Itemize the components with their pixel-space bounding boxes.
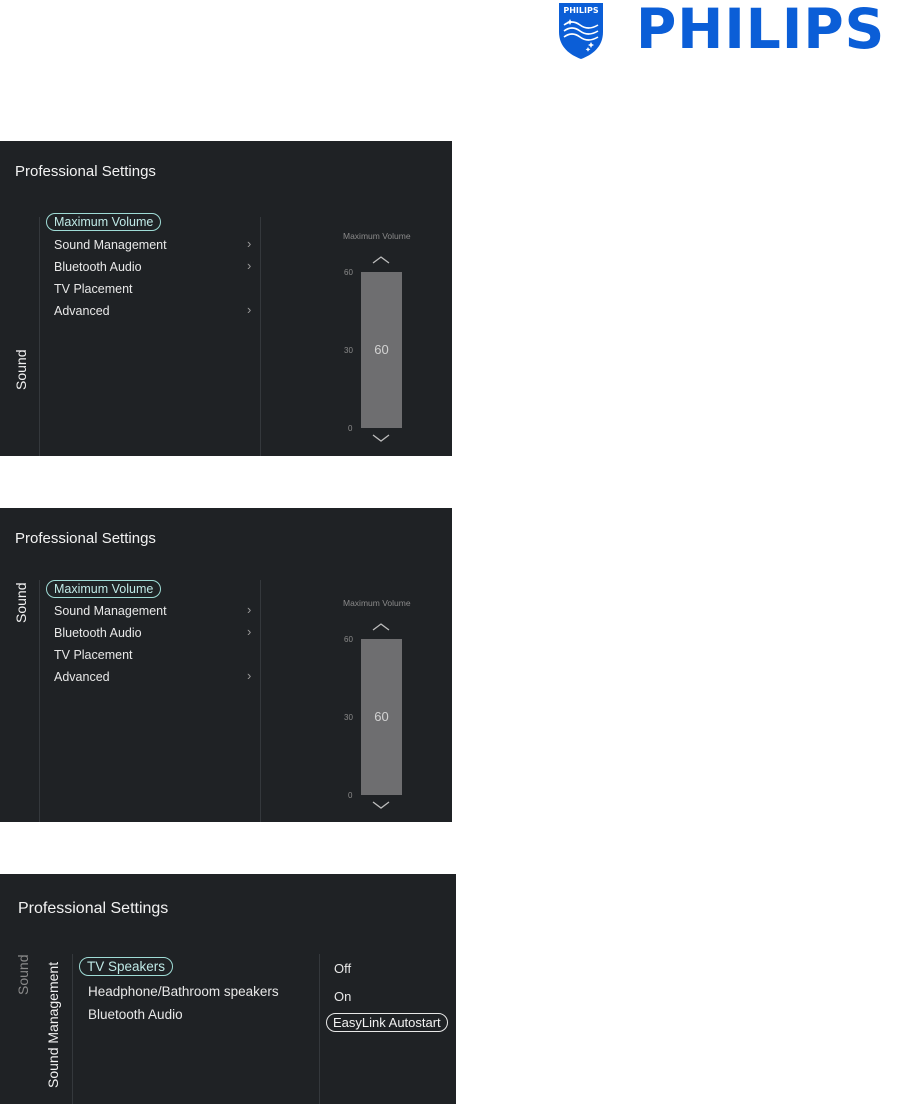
settings-screen-3 [0,874,456,1104]
volume-slider[interactable] [361,639,402,795]
option-on[interactable]: On [334,989,352,1004]
volume-slider[interactable] [361,272,402,428]
menu-item-bluetooth-audio[interactable]: Bluetooth Audio [54,626,142,640]
chevron-down-icon[interactable] [372,801,390,809]
column-divider [319,954,320,1104]
menu-item-tv-placement[interactable]: TV Placement [54,282,133,296]
menu-item-advanced[interactable]: Advanced [54,670,110,684]
chevron-right-icon: › [247,258,252,273]
chevron-right-icon: › [247,668,252,683]
tick-max: 60 [344,635,353,644]
menu-item-maximum-volume[interactable]: Maximum Volume [46,213,161,231]
tick-mid: 30 [344,713,353,722]
chevron-up-icon[interactable] [372,623,390,631]
chevron-right-icon: › [247,624,252,639]
tick-min: 0 [348,791,353,800]
column-divider [39,580,40,822]
volume-slider-value: 60 [374,709,389,724]
sidebar-category-sound[interactable]: Sound [13,582,29,623]
breadcrumb-current-sound-management[interactable]: Sound Management [45,961,61,1088]
menu-item-bluetooth-audio[interactable]: Bluetooth Audio [88,1007,183,1022]
page-title: Professional Settings [18,900,169,917]
page-title: Professional Settings [15,530,156,547]
menu-item-advanced[interactable]: Advanced [54,304,110,318]
breadcrumb-parent-sound[interactable]: Sound [15,954,31,995]
chevron-right-icon: › [247,302,252,317]
menu-item-sound-management[interactable]: Sound Management [54,604,167,618]
philips-logo [556,0,896,62]
column-divider [260,580,261,822]
menu-item-sound-management[interactable]: Sound Management [54,238,167,252]
menu-item-headphone-bathroom-speakers[interactable]: Headphone/Bathroom speakers [88,984,279,999]
sidebar-category-sound[interactable]: Sound [13,349,29,390]
settings-screen-1 [0,141,452,456]
tick-max: 60 [344,268,353,277]
philips-shield-icon [556,0,606,60]
chevron-right-icon: › [247,236,252,251]
shield-label: PHILIPS [563,6,599,15]
menu-item-tv-placement[interactable]: TV Placement [54,648,133,662]
chevron-up-icon[interactable] [372,256,390,264]
column-divider [260,217,261,456]
option-easylink-autostart[interactable]: EasyLink Autostart [326,1013,448,1032]
tick-mid: 30 [344,346,353,355]
menu-item-bluetooth-audio[interactable]: Bluetooth Audio [54,260,142,274]
menu-item-tv-speakers[interactable]: TV Speakers [79,957,173,976]
slider-label: Maximum Volume [343,598,411,608]
volume-slider-value: 60 [374,342,389,357]
option-off[interactable]: Off [334,961,352,976]
column-divider [39,217,40,456]
settings-screen-2 [0,508,452,822]
slider-label: Maximum Volume [343,231,411,241]
page-title: Professional Settings [15,163,156,180]
philips-wordmark: PHILIPS [636,0,886,61]
menu-item-maximum-volume[interactable]: Maximum Volume [46,580,161,598]
tick-min: 0 [348,424,353,433]
chevron-right-icon: › [247,602,252,617]
chevron-down-icon[interactable] [372,434,390,442]
column-divider [72,954,73,1104]
